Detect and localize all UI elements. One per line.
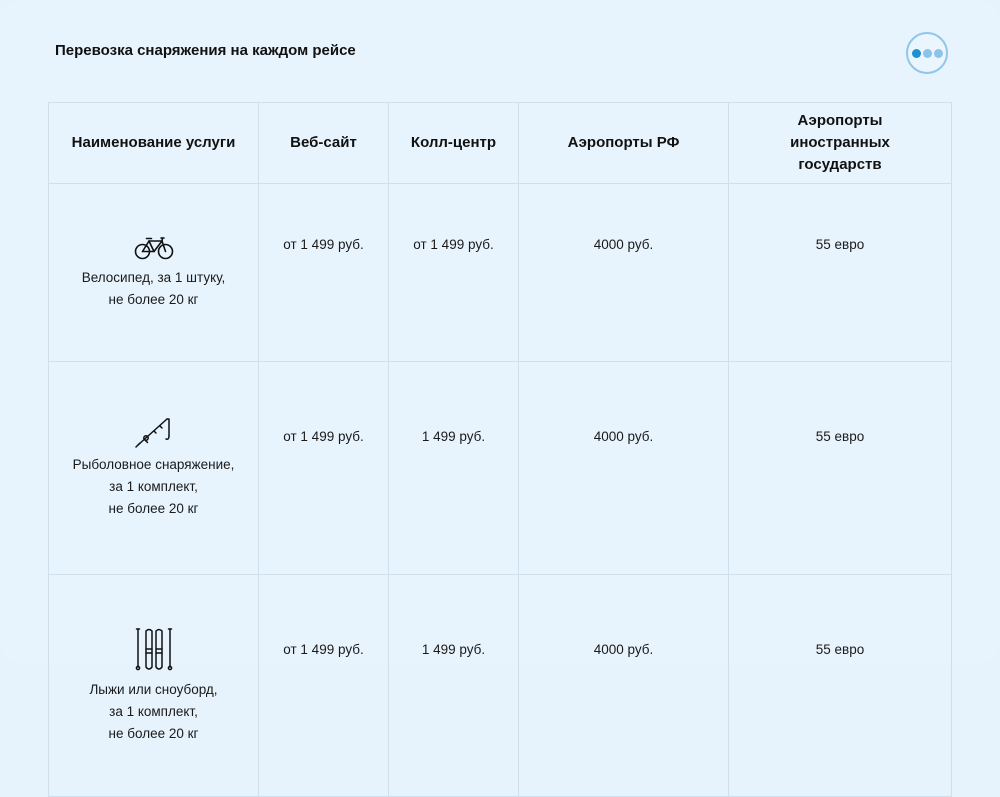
header-website: Веб-сайт <box>259 103 389 184</box>
price-airports-foreign: 55 евро <box>729 575 952 797</box>
header-call-center: Колл-центр <box>389 103 519 184</box>
price-airports-foreign: 55 евро <box>729 362 952 575</box>
service-label-line: не более 20 кг <box>108 501 199 516</box>
more-options-button[interactable] <box>906 32 948 74</box>
service-label-line: Лыжи или сноуборд, <box>89 681 218 697</box>
price-call-center: 1 499 руб. <box>389 362 519 575</box>
price-airports-foreign: 55 евро <box>729 184 952 362</box>
pricing-table <box>48 102 952 797</box>
more-dots-icon <box>912 49 921 58</box>
service-label-line: за 1 комплект, <box>109 703 198 719</box>
price-website: от 1 499 руб. <box>259 575 389 797</box>
table-row <box>49 184 952 362</box>
header-service: Наименование услуги <box>49 103 259 184</box>
more-dot-2 <box>923 49 932 58</box>
service-label-line: Велосипед, за 1 штуку, <box>81 269 226 285</box>
header-airports-foreign: Аэропорты иностранных государств <box>729 103 952 184</box>
price-airports-ru: 4000 руб. <box>519 362 729 575</box>
ski-icon <box>134 627 174 673</box>
price-website: от 1 499 руб. <box>259 362 389 575</box>
service-cell <box>49 362 259 575</box>
service-label-line: не более 20 кг <box>108 725 199 741</box>
service-label-line: не более 20 кг <box>108 291 199 307</box>
table-row <box>49 362 952 575</box>
price-airports-ru: 4000 руб. <box>519 575 729 797</box>
table-header-row <box>49 103 952 184</box>
service-label-line: за 1 комплект, <box>109 479 198 494</box>
price-call-center: 1 499 руб. <box>389 575 519 797</box>
service-cell <box>49 575 259 797</box>
price-website: от 1 499 руб. <box>259 184 389 362</box>
bicycle-icon <box>134 235 174 261</box>
price-call-center: от 1 499 руб. <box>389 184 519 362</box>
page-title: Перевозка снаряжения на каждом рейсе <box>55 42 356 59</box>
more-dot-3 <box>934 49 943 58</box>
price-airports-ru: 4000 руб. <box>519 184 729 362</box>
service-label-line: Рыболовное снаряжение, <box>72 457 235 472</box>
fishing-rod-icon <box>134 416 174 448</box>
table-row <box>49 575 952 797</box>
header-airports-ru: Аэропорты РФ <box>519 103 729 184</box>
service-cell <box>49 184 259 362</box>
